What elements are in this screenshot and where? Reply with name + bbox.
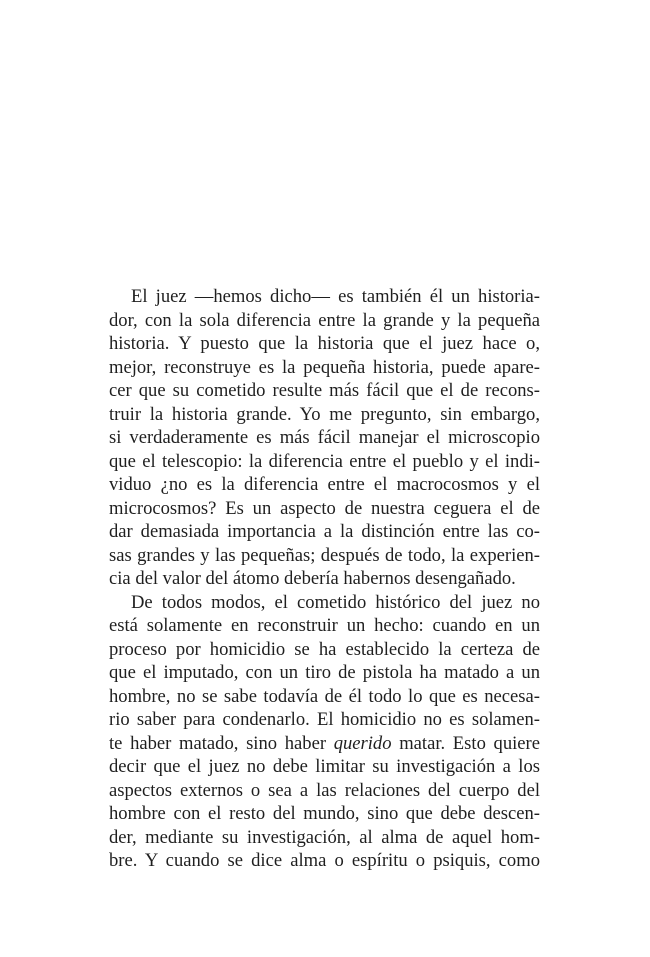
text-line: microcosmos? Es un aspecto de nuestra ceguera el de bbox=[109, 497, 540, 519]
text-line: rio saber para condenarlo. El homicidio no es solamen- bbox=[109, 709, 540, 730]
text-line: der, mediante su investigación, al alma de aquel hom- bbox=[109, 826, 540, 848]
text-segment: matar. Esto quiere bbox=[391, 732, 540, 754]
text-line: El juez —hemos dicho— es también él un historia- bbox=[131, 286, 540, 307]
text-line: mejor, reconstruye es la pequeña historia, puede apare- bbox=[109, 356, 540, 378]
paragraph-1 bbox=[87, 285, 540, 591]
text-line: si verdaderamente es más fácil manejar el microscopio bbox=[109, 427, 540, 448]
text-line: que el imputado, con un tiro de pistola ha matado a un bbox=[109, 662, 540, 683]
text-line-with-italic bbox=[87, 732, 540, 756]
paragraph-2 bbox=[87, 591, 540, 873]
italic-word: querido bbox=[333, 732, 392, 754]
text-line: aspectos externos o sea a las relaciones del cuerpo del bbox=[109, 779, 540, 801]
text-line: está solamente en reconstruir un hecho: cuando en un bbox=[109, 615, 540, 636]
text-line: hombre, no se sabe todavía de él todo lo que es necesa- bbox=[109, 685, 540, 707]
text-line: dar demasiada importancia a la distinción entre las co- bbox=[109, 521, 540, 542]
body-text bbox=[87, 285, 540, 873]
text-line: truir la historia grande. Yo me pregunto, sin embargo, bbox=[109, 403, 540, 425]
text-line: cer que su cometido resulte más fácil que el de recons- bbox=[109, 380, 540, 401]
text-line: De todos modos, el cometido histórico del juez no bbox=[131, 591, 540, 613]
text-line: sas grandes y las pequeñas; después de todo, la experien- bbox=[109, 544, 540, 566]
text-line: cia del valor del átomo debería habernos desengañado. bbox=[109, 568, 516, 589]
text-line: historia. Y puesto que la historia que el juez hace o, bbox=[109, 333, 540, 354]
text-line: viduo ¿no es la diferencia entre el macrocosmos y el bbox=[109, 474, 540, 495]
text-line: proceso por homicidio se ha establecido la certeza de bbox=[109, 638, 540, 660]
text-line: que el telescopio: la diferencia entre el pueblo y el indi- bbox=[109, 450, 540, 472]
text-line: bre. Y cuando se dice alma o espíritu o psiquis, como bbox=[109, 850, 540, 871]
text-line: decir que el juez no debe limitar su investigación a los bbox=[109, 756, 540, 777]
text-segment: te haber matado, sino haber bbox=[109, 732, 334, 754]
text-line: dor, con la sola diferencia entre la grande y la pequeña bbox=[109, 309, 540, 331]
text-line: hombre con el resto del mundo, sino que debe descen- bbox=[109, 803, 540, 824]
